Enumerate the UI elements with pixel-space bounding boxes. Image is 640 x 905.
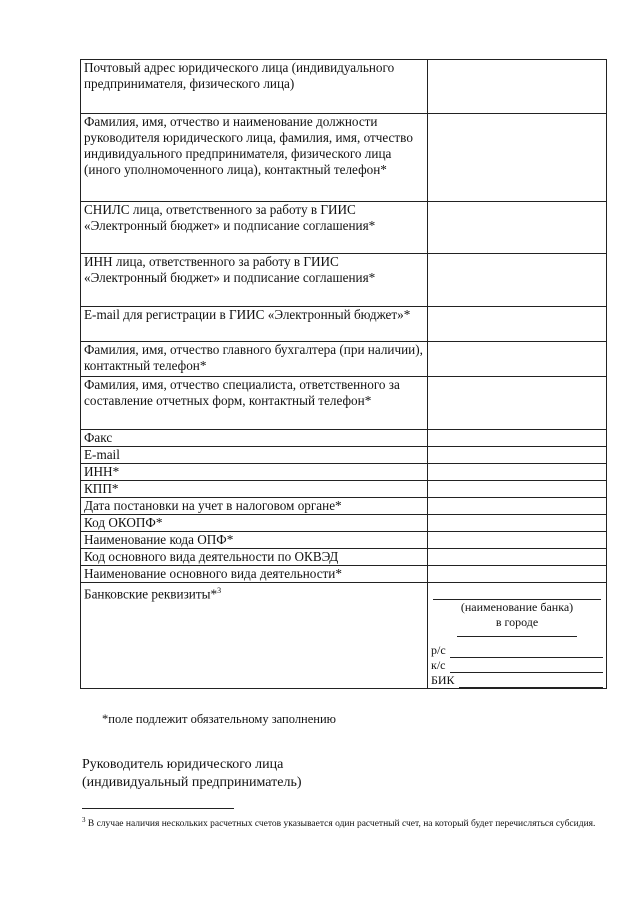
table-row bbox=[81, 447, 607, 464]
footnote-ref: 3 bbox=[217, 586, 222, 595]
bank-details-label-cell bbox=[81, 583, 428, 689]
table-row bbox=[81, 549, 607, 566]
field-label: ИНН лица, ответственного за работу в ГИИС «Электронный бюджет» и подписание соглашения* bbox=[81, 254, 428, 307]
rs-label: р/с bbox=[431, 643, 446, 657]
field-label: Дата постановки на учет в налоговом органе* bbox=[81, 498, 428, 515]
signature-block bbox=[82, 756, 302, 792]
field-value-cell[interactable] bbox=[428, 60, 607, 114]
field-label: E-mail bbox=[81, 447, 428, 464]
city-line[interactable] bbox=[457, 630, 577, 637]
field-value-cell[interactable] bbox=[428, 532, 607, 549]
table-row bbox=[81, 254, 607, 307]
table-row bbox=[81, 342, 607, 377]
table-row bbox=[81, 430, 607, 447]
field-label: Факс bbox=[81, 430, 428, 447]
table-row bbox=[81, 566, 607, 583]
bik-label: БИК bbox=[431, 673, 455, 687]
field-label: КПП* bbox=[81, 481, 428, 498]
footnote-mark: 3 bbox=[82, 816, 86, 824]
table-row bbox=[81, 481, 607, 498]
ks-label: к/с bbox=[431, 658, 446, 672]
bank-details-label: Банковские реквизиты* bbox=[84, 586, 218, 602]
footnote bbox=[82, 814, 602, 830]
table-row bbox=[81, 60, 607, 114]
field-label: Наименование основного вида деятельности* bbox=[81, 566, 428, 583]
field-label: Почтовый адрес юридического лица (индивидуального предпринимателя, физического лица) bbox=[81, 60, 428, 114]
rs-field[interactable] bbox=[450, 646, 603, 658]
table-row bbox=[81, 498, 607, 515]
field-value-cell[interactable] bbox=[428, 254, 607, 307]
ks-row[interactable] bbox=[431, 658, 603, 673]
applicant-details-table bbox=[80, 59, 607, 689]
table-row bbox=[81, 464, 607, 481]
bank-name-caption: (наименование банка) bbox=[460, 600, 574, 614]
field-label: Код основного вида деятельности по ОКВЭД bbox=[81, 549, 428, 566]
bik-row[interactable] bbox=[431, 673, 603, 688]
bank-details-block bbox=[431, 583, 603, 688]
footnote-text: В случае наличия нескольких расчетных счетов указывается один расчетный счет, на который будет перечисляться субсидия. bbox=[87, 819, 596, 830]
field-value-cell[interactable] bbox=[428, 114, 607, 202]
field-value-cell[interactable] bbox=[428, 481, 607, 498]
table-row bbox=[81, 515, 607, 532]
field-label: Код ОКОПФ* bbox=[81, 515, 428, 532]
field-value-cell[interactable] bbox=[428, 202, 607, 254]
field-label: E-mail для регистрации в ГИИС «Электронный бюджет»* bbox=[81, 307, 428, 342]
field-label: Фамилия, имя, отчество главного бухгалтера (при наличии), контактный телефон* bbox=[81, 342, 428, 377]
field-value-cell[interactable] bbox=[428, 515, 607, 532]
table-row bbox=[81, 114, 607, 202]
bank-details-value-cell[interactable] bbox=[428, 583, 607, 689]
field-value-cell[interactable] bbox=[428, 566, 607, 583]
table-row-bank-details bbox=[81, 583, 607, 689]
field-label: Фамилия, имя, отчество и наименование должности руководителя юридического лица, фамилия, имя, отчество индивидуального предпринимателя, физического лица (иного уполномоченного лица), контактный телефон* bbox=[81, 114, 428, 202]
required-fields-note: *поле подлежит обязательному заполнению bbox=[102, 712, 337, 726]
field-label: СНИЛС лица, ответственного за работу в ГИИС «Электронный бюджет» и подписание соглашения* bbox=[81, 202, 428, 254]
city-caption: в городе bbox=[495, 615, 539, 629]
footnote-separator bbox=[82, 808, 234, 809]
bank-name-line[interactable] bbox=[433, 583, 601, 600]
field-value-cell[interactable] bbox=[428, 498, 607, 515]
field-value-cell[interactable] bbox=[428, 430, 607, 447]
field-value-cell[interactable] bbox=[428, 447, 607, 464]
bik-field[interactable] bbox=[459, 676, 603, 688]
table-row bbox=[81, 532, 607, 549]
field-value-cell[interactable] bbox=[428, 342, 607, 377]
field-value-cell[interactable] bbox=[428, 464, 607, 481]
field-label: Фамилия, имя, отчество специалиста, ответственного за составление отчетных форм, контактный телефон* bbox=[81, 377, 428, 430]
field-label: Наименование кода ОПФ* bbox=[81, 532, 428, 549]
field-value-cell[interactable] bbox=[428, 307, 607, 342]
table-row bbox=[81, 377, 607, 430]
field-label: ИНН* bbox=[81, 464, 428, 481]
field-value-cell[interactable] bbox=[428, 549, 607, 566]
signature-title-line1: Руководитель юридического лица bbox=[82, 757, 284, 772]
ks-field[interactable] bbox=[450, 661, 604, 673]
signature-title-line2: (индивидуальный предприниматель) bbox=[82, 775, 302, 790]
table-row bbox=[81, 307, 607, 342]
table-row bbox=[81, 202, 607, 254]
field-value-cell[interactable] bbox=[428, 377, 607, 430]
rs-row[interactable] bbox=[431, 643, 603, 658]
